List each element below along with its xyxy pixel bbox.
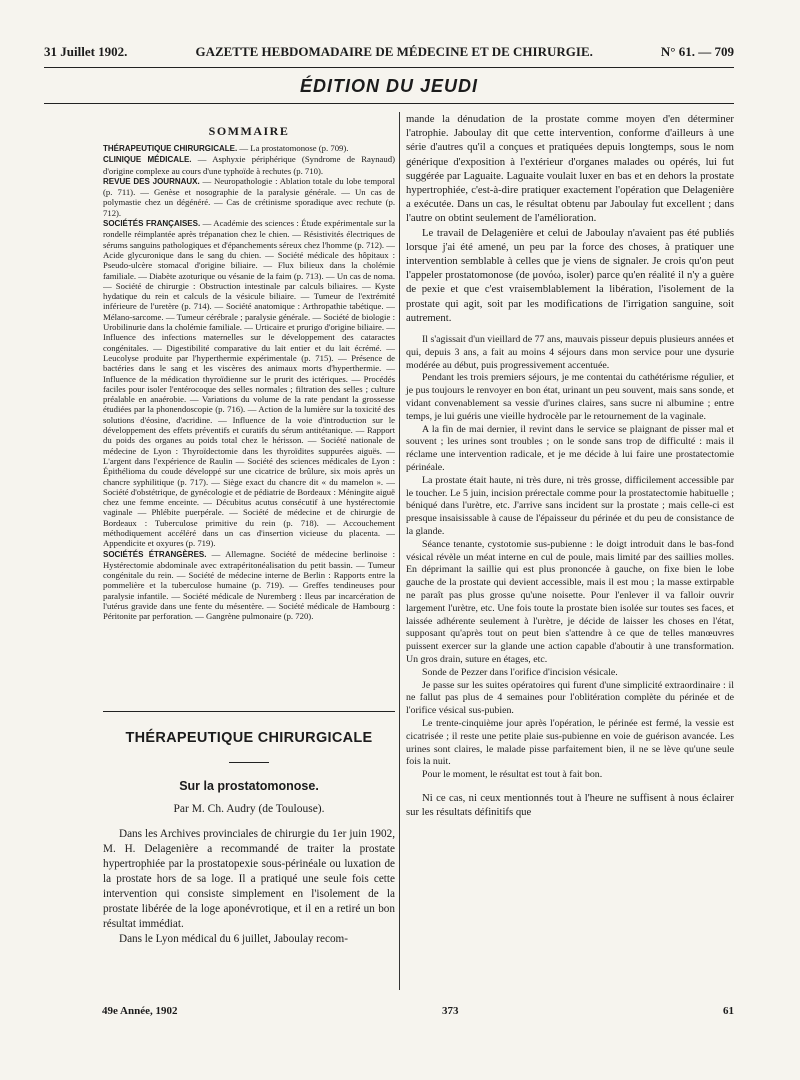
- sommaire-label: SOCIÉTÉS FRANÇAISES.: [103, 219, 201, 229]
- paragraph: Pendant les trois premiers séjours, je me contentai du cathétérisme régulier, et je pus toujours le renvoyer en bon état, urinant un peu souvent, mais sans sonde, et vidant convenablement sa vessie d'urines claires, sans sucre ni albumine ; entre temps, je lui guéris une vieille hydrocèle par le retournement de la vaginale.: [406, 372, 734, 422]
- section-heading: THÉRAPEUTIQUE CHIRURGICALE: [125, 730, 373, 746]
- article-body-right-2: [406, 791, 734, 819]
- sommaire-title: SOMMAIRE: [208, 124, 290, 138]
- article-body-left: [103, 827, 395, 947]
- column-divider: [399, 112, 400, 990]
- article-byline: Par M. Ch. Audry (de Toulouse).: [173, 803, 325, 815]
- sommaire-entry: [103, 218, 395, 548]
- sommaire-list: [103, 143, 395, 689]
- paragraph: La prostate était haute, ni très dure, ni très grosse, difficilement accessible par le toucher. Le 5 juin, incision prérectale comme pour la prostatectomie habituelle ; béniqué dans l'urètre, etc. J'arrive sans incident sur la prostate ; mais celle-ci est presque insaisissable à cause de l'épaisseur du périnée et du peu de consistance de la glande.: [406, 474, 734, 537]
- sommaire-text: — Neuropathologie : Ablation totale du lobe temporal (p. 711). — Genèse et nosographie de la paralysie générale. — Un cas de polymastie chez un dégénéré. — Cas de crétinisme sporadique avec rechute (p. 712).: [103, 175, 395, 218]
- header-number: N° 61. — 709: [660, 44, 734, 59]
- paragraph: Le trente-cinquième jour après l'opération, le périnée est fermé, la vessie est cicatrisée ; il reste une petite plaie sus-pubienne en voie de guérison avancée. Les urines sont claires, le malade pisse parfaitement bien, il ne se lève qu'une seule fois la nuit.: [406, 717, 734, 768]
- short-rule: [229, 762, 269, 763]
- article-title: Sur la prostatomonose.: [179, 779, 319, 793]
- header-journal: GAZETTE HEBDOMADAIRE DE MÉDECINE ET DE CHIRURGIE.: [195, 44, 593, 59]
- sommaire-entry: [103, 143, 348, 153]
- sommaire-label: SOCIÉTÉS ÉTRANGÈRES.: [103, 549, 207, 559]
- sommaire-text: — Allemagne. Société de médecine berlinoise : Hystérectomie abdominale avec extrapéritonéalisation du petit bassin. — Tumeur congénitale du rein. — Société de médecine interne de Berlin : Rapports entre la pommelière et la tuberculose humaine (p. 719). — Greffes tendineuses pour paralysie infantile. — Société médicale de Nuremberg : Ileus par incarcération de l'utérus gravide dans une fente du mésentère. — Société médicale de Hambourg : Péritonite par perforation. — Gangrène pulmonaire (p. 720).: [103, 548, 395, 622]
- section-rule: [103, 711, 395, 712]
- paragraph: Je passe sur les suites opératoires qui furent d'une simplicité extraordinaire : il ne fallut pas plus de 4 semaines pour l'oblitération complète du périnée et de l'orifice vésical sus-pubien.: [406, 679, 734, 717]
- footer-page: 373: [441, 1005, 459, 1017]
- sommaire-text: — La prostatomonose (p. 709).: [237, 143, 349, 153]
- paragraph: mande la dénudation de la prostate comme moyen d'en déterminer l'atrophie. Jaboulay dit que cette intervention, conforme d'ailleurs à une série d'autres qu'il a conçues et pratiquées depuis longtemps, sous le nom générique d'exposition à l'extérieur d'organes malades ou opérés, lui fut suggérée par Laguaite. Laguaite voulait luxer en bas et en dehors la prostate hypertrophiée, c'est-à-dire pratiquer exactement l'opération que Delagenière a exécutée. Dans un cas, le résultat obtenu par Jaboulay fut excellent ; dans l'autre on obtint seulement de l'amélioration.: [406, 113, 734, 225]
- right-column: [406, 112, 734, 819]
- footer-sheet: 61: [722, 1005, 734, 1017]
- sommaire-label: REVUE DES JOURNAUX.: [103, 176, 200, 186]
- paragraph: Il s'agissait d'un vieillard de 77 ans, mauvais pisseur depuis plusieurs années et qui, depuis 3 ans, a fait au moins 4 séjours dans mon service pour une dysurie modérée au début, puis progressivement accentuée.: [406, 334, 734, 371]
- paragraph: Sonde de Pezzer dans l'orifice d'incision vésicale.: [422, 666, 618, 678]
- sommaire-entry: [103, 154, 395, 175]
- sommaire-entry: [103, 176, 395, 218]
- sommaire-entry: [103, 549, 395, 622]
- paragraph: A la fin de mai dernier, il revint dans le service se plaignant de pisser mal et souvent ; les urines sont troubles ; on le sonde sans trop de difficulté : mais il réclame une intervention radicale, et je me décide à lui faire une prostatectomie périnéale.: [406, 423, 734, 474]
- sommaire-text: — Académie des sciences : Étude expérimentale sur la rondelle réimplantée après trépanation chez le chien. — Résistivités électriques de sérums sanguins pathologiques et d'épanchements séreux chez l'homme (p. 712). — Acide glycuronique dans le sang du chien. — Société médicale des hôpitaux : Pseudo-ulcère stomacal d'origine biliaire. — Flux bilieux dans la cholémie familiale. — Diabète azoturique ou vésanie de la faim (p. 713). — Un cas de noma. — Société de chirurgie : Obstruction intestinale par calculs biliaires. — Kyste hydatique du rein et calculs de la vésicule biliaire. — Tumeur de l'extrémité inférieure de l'uretère (p. 714). — Société anatomique : Arthropathie tabétique. — Mélano-sarcome. — Tumeur cérébrale ; paralysie générale. — Société de biologie : Urobilinurie dans la cholémie familiale. — Urticaire et prurigo d'origine biliaire. — Influence des infections maternelles sur le développement des cataractes congénitales. — Digestibilité comparative du lait entier et du lait écrémé. — Leucolyse produite par l'hyperthermie expérimentale (p. 715). — Présence de bactéries dans le sang et les viscères des animaux morts d'hyperthermie. — Influence de la médication thyroïdienne sur le prurit des ictériques. — Procédés faciles pour isoler l'entérocoque des selles normales ; filtration des selles ; culture préalable en anaérobie. — Variations du volume de la rate pendant la grossesse étudiées par la phonendoscopie (p. 716). — Action de la lumière sur la toxicité des solutions d'éosine, d'acridine. — Influence de la voie d'introduction sur le développement des effets préventifs et curatifs du sérum antitétanique. — Rapport du poids des organes au poids total chez le hérisson. — Société nationale de médecine de Lyon : Thyroïdectomie dans les thyroïdites suppurées aiguës. — L'argent dans l'expérience de Raulin — Société des sciences médicales de Lyon : Épithélioma du coude développé sur une cicatrice de brûlure, six mois après un chancre syphilitique (p. 717). — Siège exact du chancre dit « du mamelon ». — Société d'obstétrique, de gynécologie et de pédiatrie de Bordeaux : Méningite aiguë chez une femme enceinte. — Décubitus acutus consécutif à une hystérectomie vaginale — Phlébite puerpérale. — Société de médecine et de chirurgie de Bordeaux : Tuberculose primitive du rein (p. 718). — Accouchement méthodiquement accéléré dans un cas d'insertion vicieuse du placenta. — Appendicite et oxyures (p. 719).: [103, 218, 395, 549]
- edition-banner: ÉDITION DU JEUDI: [299, 76, 479, 96]
- paragraph: Séance tenante, cystotomie sus-pubienne : le doigt introduit dans le bas-fond vésical révèle un méat interne en cul de poule, mais limité par des saillies molles. En déprimant la saillie qui est plus prononcée à gauche, on fixe bien le lobe gauche de la prostate qui devient accessible, mais il est mou ; la masse extirpable ne paraît pas plus grosse qu'une noisette. Pour l'enlever il va falloir ouvrir largement l'urètre, etc. Une fois toute la prostate bien isolée sur toutes ses faces, et laissée adhérente seulement à l'urètre, je décide de laisser les choses en l'état, supposant qu'après tout on peut bien s'attendre à ce que de telles manœuvres puissent exercer sur la glande une action capable d'aboutir à une transformation. Un gros drain, suture en étages, etc.: [406, 538, 734, 665]
- left-column: [103, 112, 395, 947]
- header-date: 31 Juillet 1902.: [44, 44, 128, 59]
- paragraph: Le travail de Delagenière et celui de Jaboulay n'avaient pas été publiés lorsque j'ai été amené, un peu par la force des choses, à pratiquer une intervention semblable à celles que je viens de signaler. Je crois qu'on peut l'appeler prostatomonose (de μονόω, isoler) parce qu'en réalité il n'y a guère de pexie et que c'est vraisemblablement la libération, l'isolement de la prostate qui agit, soit par les modifications de l'irrigation sanguine, soit autrement.: [406, 226, 734, 324]
- paragraph: Dans les Archives provinciales de chirurgie du 1er juin 1902, M. H. Delagenière a recommandé de traiter la prostate hypertrophiée par la prostatopexie sous-périnéale ou luxation de la prostate hors de sa loge. Il a pratiqué une seule fois cette intervention qui consiste simplement en l'isolement de la prostate libérée de la loge aponévrotique, et il en a retiré un bon résultat immédiat.: [103, 828, 395, 930]
- header-rule: [44, 67, 734, 68]
- paragraph: Pour le moment, le résultat est tout à fait bon.: [422, 769, 603, 781]
- case-report: [406, 334, 734, 782]
- footer-year: 49e Année, 1902: [102, 1005, 178, 1017]
- paragraph: Ni ce cas, ni ceux mentionnés tout à l'heure ne suffisent à nous éclairer sur les résultats définitifs que: [406, 791, 734, 819]
- article-body-right-1: [406, 112, 734, 325]
- paragraph: Dans le Lyon médical du 6 juillet, Jaboulay recom-: [119, 933, 348, 945]
- edition-rule: [44, 103, 734, 104]
- page-header: [44, 44, 734, 64]
- sommaire-label: CLINIQUE MÉDICALE.: [103, 155, 192, 165]
- sommaire-label: THÉRAPEUTIQUE CHIRURGICALE.: [103, 144, 238, 153]
- sommaire-text: — Asphyxie périphérique (Syndrome de Raynaud) d'origine complexe au cours d'une typhoïde à rechutes (p. 710).: [103, 154, 395, 176]
- page-footer: [102, 1005, 734, 1023]
